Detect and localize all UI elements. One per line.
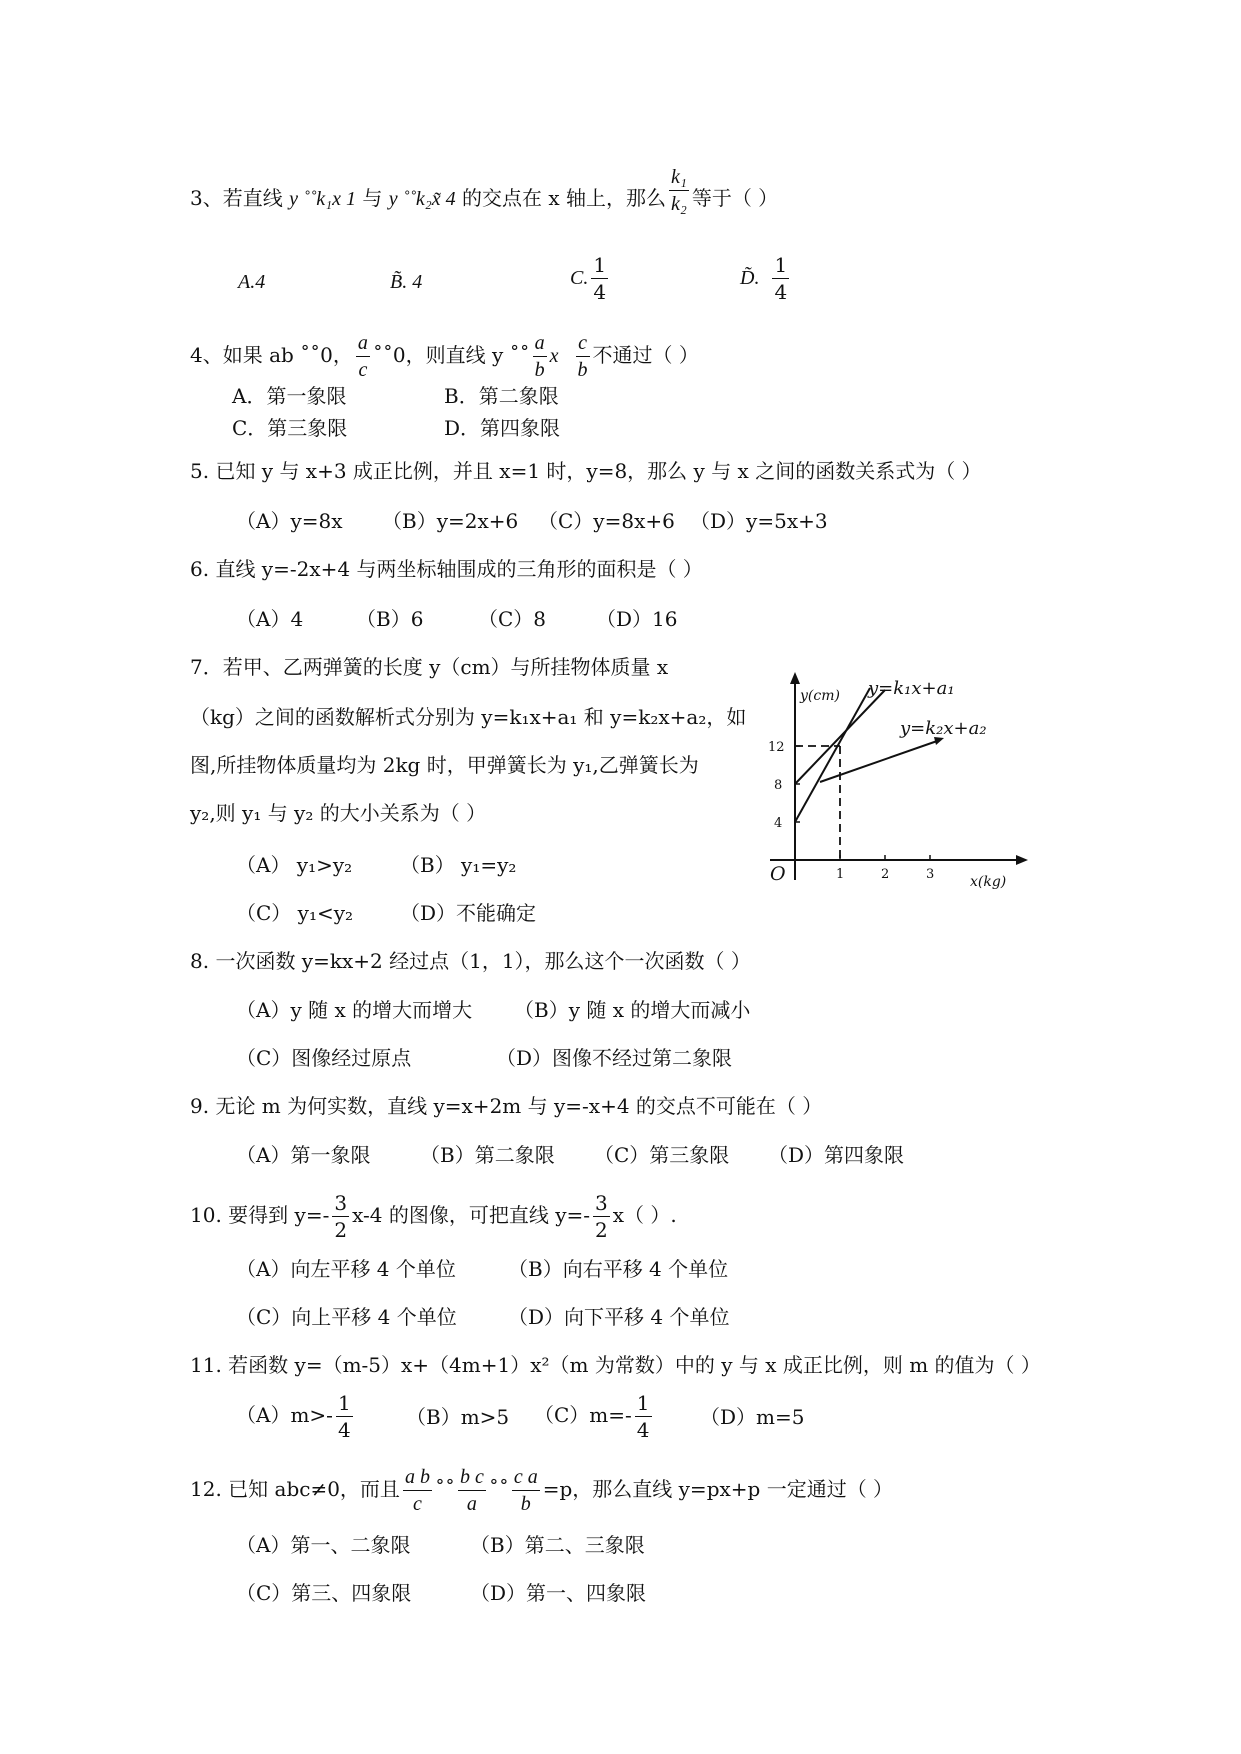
q4-stem-a: 4、如果 ab ˚˚0， (190, 343, 353, 367)
q9-option-b: （B）第二象限 (420, 1143, 555, 1167)
q10-option-a: （A）向左平移 4 个单位 (236, 1257, 456, 1281)
q8-option-b: （B）y 随 x 的增大而减小 (514, 998, 751, 1022)
q11-option-c-fraction: $\frac{1}{4}$ (636, 1391, 650, 1442)
x-tick-2: 2 (881, 867, 890, 882)
q10-stem-a: 10. 要得到 y=- (190, 1203, 330, 1227)
q10-stem-c: x（ ）. (612, 1203, 677, 1227)
q3-option-b: B̃. 4 (390, 271, 423, 293)
q3-stem (190, 166, 779, 217)
q7-option-b: （B） y₁=y₂ (400, 853, 517, 877)
q10-stem-b: x-4 的图像，可把直线 y=- (352, 1203, 591, 1227)
x-tick-1: 1 (836, 867, 845, 882)
q8-option-c: （C）图像经过原点 (236, 1046, 412, 1070)
q4-fraction-a-c: $\frac{a}{c}$ (357, 332, 368, 381)
q4-fraction-c-b: $\frac{c}{b}$ (577, 332, 588, 381)
y-tick-12: 12 (768, 740, 785, 755)
q4-fraction-a-b: $\frac{a}{b}$ (534, 332, 545, 381)
x-tick-3: 3 (926, 867, 935, 882)
q10-option-d: （D）向下平移 4 个单位 (508, 1305, 730, 1329)
q4-stem-c: x (549, 345, 559, 367)
q4-stem-d: 不通过（ ） (592, 343, 699, 367)
q5-option-d: （D）y=5x+3 (690, 509, 828, 533)
line-k1 (795, 688, 870, 822)
q3-ratio-fraction: $\frac{\text{k₁}}{\text{k₂}}$ (670, 166, 687, 215)
q12-option-a: （A）第一、二象限 (236, 1533, 411, 1557)
q12-fraction-2: $\frac{\text{b c}}{a}$ (459, 1466, 484, 1515)
q7-line-2: （kg）之间的函数解析式分别为 y=k₁x+a₁ 和 y=k₂x+a₂，如 (190, 705, 747, 729)
q12-stem-a: 12. 已知 abc≠0，而且 (190, 1477, 400, 1501)
q7-spring-graph (760, 670, 1030, 895)
q7-line-1: 7．若甲、乙两弹簧的长度 y（cm）与所挂物体质量 x (190, 655, 669, 679)
origin-label: O (770, 863, 786, 885)
q4-option-a: A．第一象限 (232, 384, 347, 408)
q12-sep-2: ˚˚ (488, 1477, 509, 1501)
q11-option-d: （D）m=5 (700, 1405, 805, 1429)
q11-option-b: （B）m>5 (406, 1405, 510, 1429)
q10-stem (190, 1190, 677, 1243)
q10-option-c: （C）向上平移 4 个单位 (236, 1305, 457, 1329)
q3-option-d-fraction: $\frac{1}{4}$ (774, 253, 788, 304)
q12-option-b: （B）第二、三象限 (470, 1533, 645, 1557)
q11-option-c: （C）m=- $\frac{1}{4}$ (534, 1391, 650, 1442)
q3-stem-b: 与 (356, 186, 389, 210)
y-tick-4: 4 (774, 816, 783, 831)
q4-stem (190, 330, 699, 383)
q10-fraction-2: $\frac{3}{2}$ (595, 1191, 608, 1242)
q5-stem: 5. 已知 y 与 x+3 成正比例，并且 x=1 时，y=8，那么 y 与 x 之间的函数关系式为（ ） (190, 459, 982, 483)
q8-option-a: （A）y 随 x 的增大而增大 (236, 998, 473, 1022)
q5-option-c: （C）y=8x+6 (538, 509, 675, 533)
line2-label: y=k₂x+a₂ (900, 718, 987, 739)
q3-equation-2: y ˚˚k₂x̃ 4 (388, 188, 456, 210)
q6-option-b: （B）6 (356, 607, 424, 631)
q4-option-d: D．第四象限 (444, 416, 561, 440)
q12-option-d: （D）第一、四象限 (470, 1581, 647, 1605)
q9-stem: 9. 无论 m 为何实数，直线 y=x+2m 与 y=-x+4 的交点不可能在（ ） (190, 1094, 823, 1118)
y-axis-label: y(cm) (800, 688, 840, 704)
q6-option-d: （D）16 (596, 607, 678, 631)
q8-stem: 8. 一次函数 y=kx+2 经过点（1，1），那么这个一次函数（ ） (190, 949, 751, 973)
q11-option-a-fraction: $\frac{1}{4}$ (337, 1391, 351, 1442)
q11-stem: 11. 若函数 y=（m-5）x+（4m+1）x²（m 为常数）中的 y 与 x 成正比例，则 m 的值为（ ） (190, 1353, 1041, 1377)
x-axis-label: x(kg) (970, 874, 1007, 890)
q7-option-c: （C） y₁<y₂ (236, 901, 354, 925)
q9-option-a: （A）第一象限 (236, 1143, 371, 1167)
q12-stem (190, 1464, 893, 1517)
q12-fraction-3: $\frac{\text{c a}}{b}$ (513, 1466, 538, 1515)
q4-stem-b: ˚˚0，则直线 y ˚˚ (372, 343, 530, 367)
q12-option-c: （C）第三、四象限 (236, 1581, 412, 1605)
q9-option-c: （C）第三象限 (594, 1143, 730, 1167)
x-axis-arrow (1016, 855, 1028, 865)
q3-option-a: A.4 (238, 271, 266, 293)
q7-line-4: y₂,则 y₁ 与 y₂ 的大小关系为（ ） (190, 801, 487, 825)
q6-option-a: （A）4 (236, 607, 304, 631)
q3-stem-a: 3、若直线 (190, 186, 290, 210)
q6-option-c: （C）8 (478, 607, 547, 631)
q3-stem-d: 等于（ ） (691, 186, 779, 210)
q5-option-a: （A）y=8x (236, 509, 343, 533)
q8-option-d: （D）图像不经过第二象限 (496, 1046, 733, 1070)
q5-option-b: （B）y=2x+6 (382, 509, 519, 533)
q12-sep-1: ˚˚ (434, 1477, 455, 1501)
q3-option-c-fraction: $\frac{1}{4}$ (593, 253, 607, 304)
q7-option-d: （D）不能确定 (400, 901, 537, 925)
y-axis-arrow (790, 672, 800, 684)
q3-stem-c: 的交点在 x 轴上，那么 (455, 186, 666, 210)
q10-option-b: （B）向右平移 4 个单位 (508, 1257, 729, 1281)
q3-equation-1: y ˚˚k₁x 1 (289, 188, 356, 210)
q6-stem: 6. 直线 y=-2x+4 与两坐标轴围成的三角形的面积是（ ） (190, 557, 703, 581)
q7-line-3: 图,所挂物体质量均为 2kg 时，甲弹簧长为 y₁,乙弹簧长为 (190, 753, 699, 777)
q4-option-b: B．第二象限 (444, 384, 559, 408)
q10-fraction-1: $\frac{3}{2}$ (334, 1191, 348, 1242)
q3-option-d: D̃. $\frac{1}{4}$ (740, 253, 788, 304)
q3-option-c: C. $\frac{1}{4}$ (570, 253, 607, 304)
q11-option-a: （A）m>- $\frac{1}{4}$ (236, 1391, 351, 1442)
line-k1-upper (795, 690, 885, 784)
y-tick-8: 8 (774, 778, 783, 793)
q12-stem-b: =p，那么直线 y=px+p 一定通过（ ） (542, 1477, 894, 1501)
q7-option-a: （A） y₁>y₂ (236, 853, 353, 877)
q12-fraction-1: $\frac{\text{a b}}{c}$ (404, 1466, 430, 1515)
q4-option-c: C．第三象限 (232, 416, 348, 440)
line1-label: y=k₁x+a₁ (868, 678, 955, 699)
q9-option-d: （D）第四象限 (768, 1143, 905, 1167)
